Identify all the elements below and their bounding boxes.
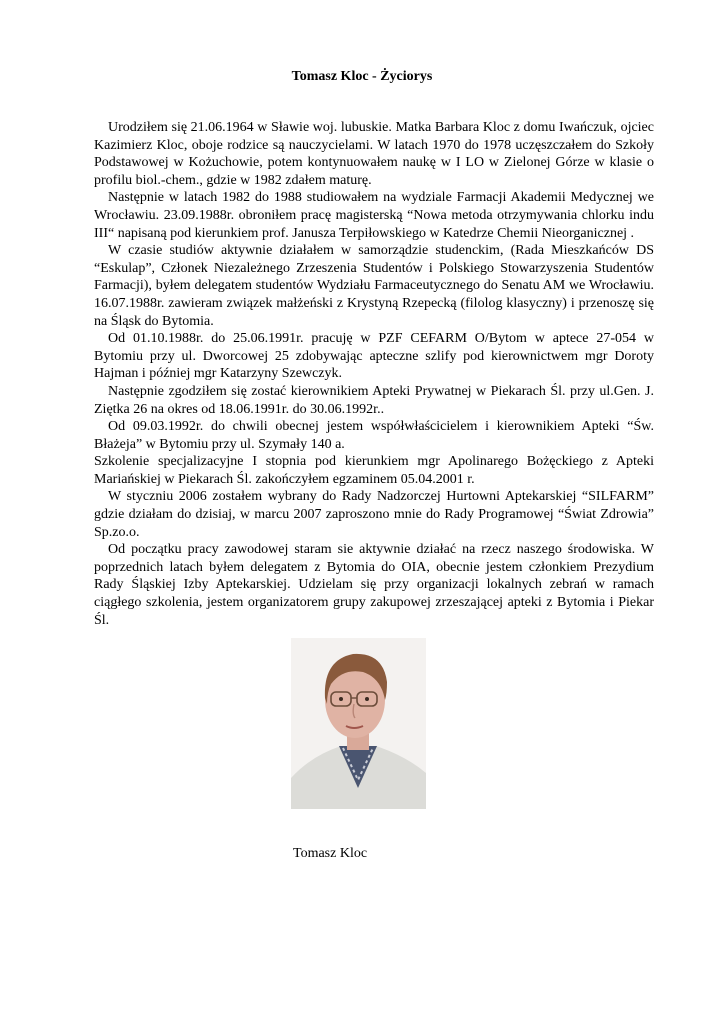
paragraph-studies: Następnie w latach 1982 do 1988 studiowałem na wydziale Farmacji Akademii Medycznej we Wrocławiu. 23.09.1988r. obroniłem pracę magisterską “Nowa metoda otrzymywania chlorku indu III“ napisaną pod kierunkiem prof. Janusza Terpiłowskiego w Katedrze Chemii Nieorganicznej . [94, 190, 654, 241]
paragraph-birth-education: Urodziłem się 21.06.1964 w Sławie woj. lubuskie. Matka Barbara Kloc z domu Iwańczuk, ojciec Kazimierz Kloc, oboje rodzice są nauczycielami. W latach 1970 do 1978 uczęszczałem do Szkoły Podstawowej w Kożuchowie, potem kontynuowałem naukę w I LO w Zielonej Górze w klasie o profilu biol.-chem., gdzie w 1982 zdałem maturę. [94, 120, 654, 188]
portrait-photo [291, 638, 426, 809]
paragraph-community: Od początku pracy zawodowej staram sie aktywnie działać na rzecz naszego środowiska. W poprzednich latach byłem delegatem z Bytomia do OIA, obecnie jestem członkiem Prezydium Rady Śląskiej Izby Aptekarskiej. Udzielam się przy organizacji lokalnych zebrań w ramach ciągłego szkolenia, jestem organizatorem grupy zakupowej zrzeszającej apteki z Bytomia i Piekar Śl. [94, 542, 654, 628]
paragraph-silfarm: W styczniu 2006 zostałem wybrany do Rady Nadzorczej Hurtowni Aptekarskiej “SILFARM” gdzie działam do dzisiaj, w marcu 2007 zaproszono mnie do Rady Programowej “Świat Zdrowia” Sp.zo.o. [94, 489, 654, 540]
paragraph-cefarm-work: Od 01.10.1988r. do 25.06.1991r. pracuję w PZF CEFARM O/Bytom w aptece 27-054 w Bytomiu przy ul. Dworcowej 25 zdobywając apteczne szlify pod kierownictwem mgr Doroty Hajman i później mgr Katarzyny Szewczyk. [94, 331, 654, 382]
paragraph-current-pharmacy: Od 09.03.1992r. do chwili obecnej jestem współwłaścicielem i kierownikiem Apteki “Św. Błażeja” w Bytomiu przy ul. Szymały 140 a. [94, 419, 654, 452]
paragraph-specialization: Szkolenie specjalizacyjne I stopnia pod kierunkiem mgr Apolinarego Bożęckiego z Apteki Mariańskiej w Piekarach Śl. zakończyłem egzaminem 05.04.2001 r. [94, 454, 654, 487]
paragraph-private-pharmacy: Następnie zgodziłem się zostać kierownikiem Apteki Prywatnej w Piekarach Śl. przy ul.Gen. J. Ziętka 26 na okres od 18.06.1991r. do 30.06.1992r.. [94, 383, 654, 417]
page-title: Tomasz Kloc - Życiorys [291, 69, 433, 84]
paragraph-student-activity: W czasie studiów aktywnie działałem w samorządzie studenckim, (Rada Mieszkańców DS “Eskulap”, Członek Niezależnego Zrzeszenia Studentów i Polskiego Stowarzyszenia Studentów Farmacji), byłem delegatem studentów Wydziału Farmaceutycznego do Senatu AM we Wrocławiu. 16.07.1988r. zawieram związek małżeński z Krystyną Rzepecką (filolog klasyczny) i przenoszę się na Śląsk do Bytomia. [94, 243, 654, 329]
cv-body [94, 119, 654, 629]
signature-caption: Tomasz Kloc [293, 846, 368, 861]
